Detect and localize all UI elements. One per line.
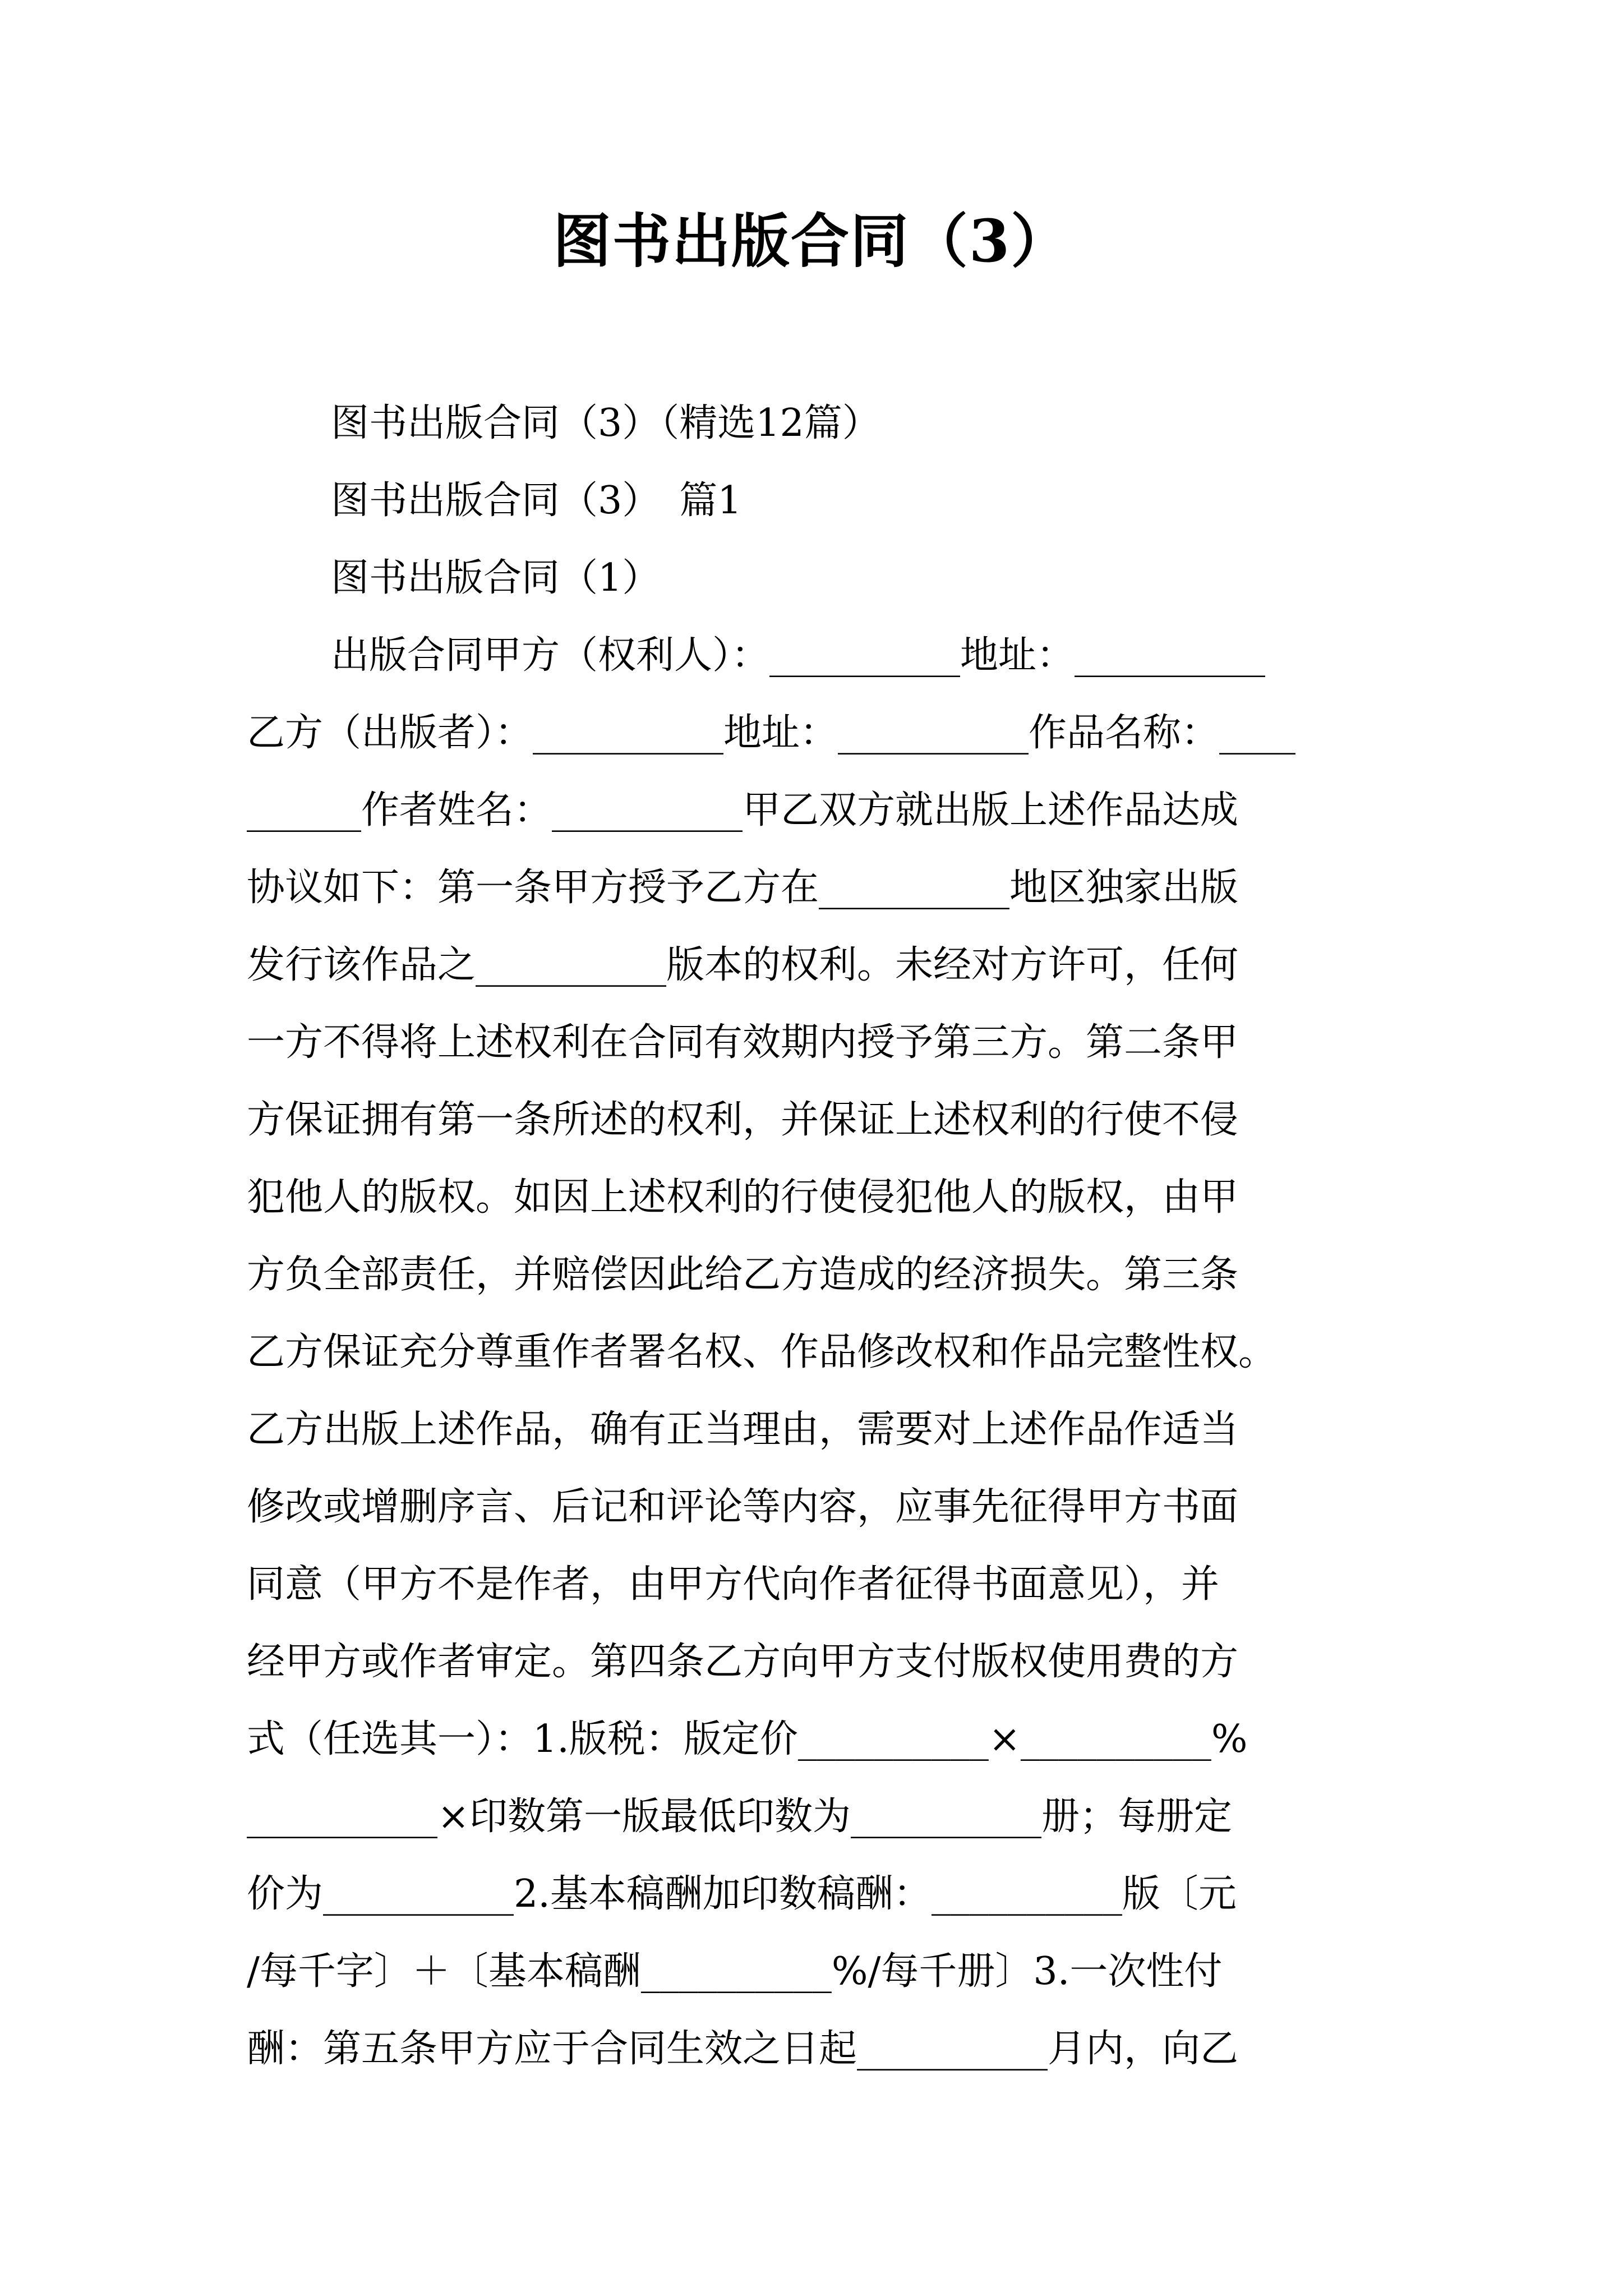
- body-line: 乙方保证充分尊重作者署名权、作品修改权和作品完整性权。: [247, 1330, 1277, 1374]
- body-line: 乙方（出版者）：__________地址：__________作品名称：____: [247, 711, 1296, 755]
- body-line: /每千字〕＋〔基本稿酬__________%/每千册〕3.一次性付: [247, 1949, 1223, 1994]
- body-line: 同意（甲方不是作者，由甲方代向作者征得书面意见），并: [247, 1562, 1220, 1607]
- intro-line: 图书出版合同（3） 篇1: [331, 478, 742, 523]
- contract-body: [247, 617, 1376, 2088]
- body-line: 乙方出版上述作品，确有正当理由，需要对上述作品作适当: [247, 1407, 1239, 1452]
- body-line: 价为__________2.基本稿酬加印数稿酬：__________版〔元: [247, 1872, 1237, 1916]
- body-line: 酬：第五条甲方应于合同生效之日起__________月内，向乙: [247, 2027, 1239, 2071]
- body-line: ______作者姓名：__________甲乙双方就出版上述作品达成: [247, 788, 1239, 832]
- body-line: 修改或增删序言、后记和评论等内容，应事先征得甲方书面: [247, 1485, 1239, 1529]
- document-title: 图书出版合同（3）: [552, 206, 1071, 275]
- body-line: 出版合同甲方（权利人）：__________地址：__________: [331, 633, 1266, 678]
- intro-line: 图书出版合同（1）: [331, 556, 661, 600]
- body-line: 一方不得将上述权利在合同有效期内授予第三方。第二条甲: [247, 1020, 1239, 1065]
- body-line: 协议如下：第一条甲方授予乙方在__________地区独家出版: [247, 866, 1239, 910]
- body-line: 式（任选其一）：1.版税：版定价__________×__________%: [247, 1717, 1248, 1761]
- body-line: 方保证拥有第一条所述的权利，并保证上述权利的行使不侵: [247, 1098, 1239, 1142]
- intro-section: [247, 385, 1376, 617]
- intro-line: 图书出版合同（3）（精选12篇）: [331, 401, 880, 445]
- body-line: 经甲方或作者审定。第四条乙方向甲方支付版权使用费的方: [247, 1640, 1239, 1684]
- body-line: 方负全部责任，并赔偿因此给乙方造成的经济损失。第三条: [247, 1253, 1239, 1297]
- body-line: 犯他人的版权。如因上述权利的行使侵犯他人的版权，由甲: [247, 1175, 1239, 1220]
- body-line: 发行该作品之__________版本的权利。未经对方许可，任何: [247, 943, 1239, 987]
- body-line: __________×印数第一版最低印数为__________册；每册定: [247, 1795, 1232, 1839]
